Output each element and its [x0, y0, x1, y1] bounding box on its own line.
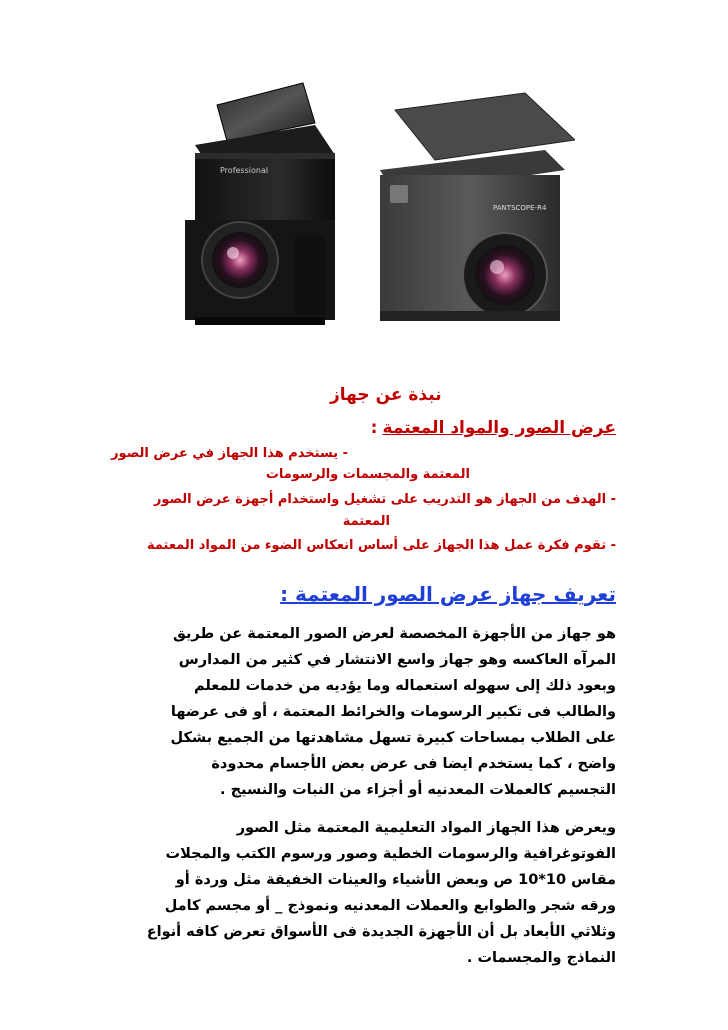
definition-p1-line-2: المرآه العاكسه وهو جهاز واسع الانتشار في كثير من المدارس: [178, 652, 616, 668]
definition-heading: تعريف جهاز عرض الصور المعتمة :: [280, 582, 616, 606]
definition-p2-line-2: الفوتوغرافية والرسومات الخطية وصور ورسوم الكتب والمجلات: [165, 846, 616, 862]
intro-line-2: المعتمة والمجسمات والرسومات: [265, 467, 470, 482]
definition-p1-line-1: هو جهاز من الأجهزة المخصصة لعرض الصور المعتمة عن طريق: [172, 626, 616, 642]
intro-line-5: - تقوم فكرة عمل هذا الجهاز على أساس انعكاس الضوء من المواد المعتمة: [146, 538, 616, 553]
left-projector: [185, 83, 335, 325]
intro-line-1: - يستخدم هذا الجهاز في عرض الصور: [111, 446, 348, 461]
intro-line-3: - الهدف من الجهاز هو التدريب على تشغيل واستخدام أجهزة عرض الصور: [153, 492, 616, 507]
definition-p1-line-6: واضح ، كما يستخدم ايضا فى عرض بعض الأجسام محدودة: [211, 756, 616, 772]
projectors-photo: [175, 75, 575, 330]
intro-title: نبذة عن جهاز: [330, 385, 442, 405]
intro-line-4: المعتمة: [342, 514, 390, 529]
right-brand-label: PANTSCOPE-R4: [493, 204, 547, 212]
definition-p2-line-5: وثلاثي الأبعاد بل أن الأجهزة الجديدة فى الأسواق تعرض كافه أنواع: [146, 924, 616, 940]
definition-p2-line-3: مقاس 10*10 ص وبعض الأشياء والعينات الخفيفة مثل وردة أو: [175, 872, 616, 888]
intro-subtitle-colon: :: [370, 418, 378, 438]
projectors-illustration: [175, 75, 575, 330]
definition-p2-line-4: ورقه شجر والطوابع والعملات المعدنيه ونموذج _ أو مجسم كامل: [164, 898, 616, 914]
definition-p2-line-6: النماذج والمجسمات .: [466, 950, 616, 966]
intro-subtitle-row: [371, 418, 616, 438]
right-projector: [380, 93, 575, 321]
intro-subtitle: عرض الصور والمواد المعتمة: [382, 418, 616, 438]
definition-p2-line-1: ويعرض هذا الجهاز المواد التعليمية المعتمة مثل الصور: [236, 820, 616, 836]
left-brand-label: Professional: [220, 166, 269, 175]
definition-p1-line-5: على الطلاب بمساحات كبيرة تسهل مشاهدتها من الجميع بشكل: [170, 730, 616, 746]
definition-p1-line-3: وبعود ذلك إلى سهوله استعماله وما يؤديه من خدمات للمعلم: [193, 678, 616, 694]
definition-p1-line-4: والطالب فى تكبير الرسومات والخرائط المعتمة ، أو فى عرضها: [170, 704, 616, 720]
definition-p1-line-7: التجسيم كالعملات المعدنيه أو أجزاء من النبات والنسيج .: [220, 782, 616, 798]
